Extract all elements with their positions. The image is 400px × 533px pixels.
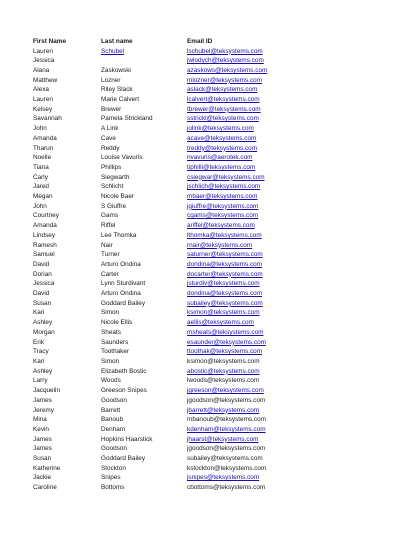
first-name-cell: John (33, 125, 47, 133)
email-link[interactable]: lcalvert@teksystems.com (187, 96, 260, 104)
first-name-cell: Amanda (33, 222, 57, 230)
table-row (0, 444, 400, 454)
last-name-cell: Snipes (101, 474, 121, 482)
table-row (0, 415, 400, 425)
last-name-cell: Riffel (101, 222, 116, 230)
email-link[interactable]: jhaarst@teksystems.com (187, 435, 259, 443)
last-name-cell: A Link (101, 125, 119, 133)
first-name-cell: Tharun (33, 144, 54, 152)
table-row (0, 357, 400, 367)
email-link[interactable]: jsturdiv@teksystems.com (187, 280, 260, 288)
email-link[interactable]: ksimon@teksystems.com (187, 309, 260, 317)
email-link[interactable]: tbrewer@teksystems.com (187, 105, 261, 113)
last-name-cell: Bottoms (101, 484, 125, 492)
last-name-cell: Simon (101, 358, 120, 365)
email-link[interactable]: tiphilli@teksystems.com (187, 163, 256, 171)
last-name-cell: Goodson (101, 445, 127, 453)
first-name-cell: Kari (33, 358, 45, 365)
table-row (0, 367, 400, 377)
first-name-cell: Lauren (33, 96, 53, 104)
email-link[interactable]: subailey@teksystems.com (187, 299, 263, 307)
email-link[interactable]: csiegwar@teksystems.com (187, 173, 265, 181)
last-name-cell: Banoub (101, 416, 124, 424)
first-name-cell: Susan (33, 455, 52, 463)
table-row (0, 85, 400, 95)
last-name-cell: Barrett (101, 406, 121, 414)
email-link[interactable]: cgams@teksystems.com (187, 212, 259, 220)
last-name-cell: Gams (101, 212, 119, 220)
email-link[interactable]: mlozner@teksystems.com (187, 76, 263, 84)
email-cell: cbottoms@teksystems.com (187, 484, 266, 492)
first-name-cell: Kelsey (33, 105, 53, 113)
first-name-cell: Matthew (33, 76, 58, 84)
email-cell: ksimon@teksystems.com (187, 358, 260, 365)
first-name-cell: Tiana (33, 163, 49, 171)
first-name-cell: Lauren (33, 47, 53, 55)
table-row (0, 454, 400, 464)
first-name-cell: Caroline (33, 484, 57, 492)
last-name-cell: Goddard Bailey (101, 455, 146, 463)
last-name-cell: Saunders (101, 338, 129, 346)
table-row (0, 318, 400, 328)
header-last-name: Last name (101, 38, 133, 45)
last-name-cell: Siegwarth (101, 173, 130, 181)
email-link[interactable]: jbarrett@teksystems.com (187, 406, 260, 414)
last-name-cell: Zaskowski (101, 66, 131, 74)
last-name-cell: Schlicht (101, 183, 124, 191)
table-row (0, 386, 400, 396)
first-name-cell: Jared (33, 183, 49, 191)
last-name-cell: Lynn Sturdivant (101, 280, 146, 288)
first-name-cell: Jacquelin (33, 387, 61, 395)
last-name-cell: Nair (101, 241, 113, 249)
last-name-cell: Sheats (101, 328, 121, 336)
email-link[interactable]: docarter@teksystems.com (187, 270, 263, 278)
first-name-cell: Tracy (33, 348, 49, 356)
first-name-cell: Courtney (33, 212, 59, 220)
first-name-cell: Katherine (33, 464, 61, 472)
email-link[interactable]: nvavuris@aerotek.com (187, 154, 253, 162)
table-row (0, 163, 400, 173)
email-link[interactable]: dondina@teksystems.com (187, 260, 263, 268)
email-link[interactable]: azaskows@teksystems.com (187, 66, 268, 74)
last-name-cell: Reddy (101, 144, 120, 152)
last-name-cell: Greeson Snipes (101, 387, 147, 395)
first-name-cell: Jessica (33, 280, 55, 288)
table-row (0, 406, 400, 416)
email-link[interactable]: lthomka@teksystems.com (187, 231, 262, 239)
last-name-cell: Nicole Baer (101, 193, 135, 201)
first-name-cell: James (33, 435, 52, 443)
last-name-cell: Lee Thomka (101, 231, 137, 239)
email-link[interactable]: dondina@teksystems.com (187, 290, 263, 298)
first-name-cell: Dorian (33, 270, 52, 278)
table-row (0, 202, 400, 212)
first-name-cell: Jessica (33, 57, 55, 65)
table-row (0, 299, 400, 309)
first-name-cell: Megan (33, 193, 53, 201)
table-row (0, 483, 400, 493)
header-first-name: First Name (33, 38, 67, 45)
email-cell: mbanoub@teksystems.com (187, 416, 266, 424)
table-row (0, 347, 400, 357)
table-row (0, 231, 400, 241)
first-name-cell: Noelle (33, 154, 52, 162)
table-row (0, 114, 400, 124)
email-link[interactable]: aslack@teksystems.com (187, 86, 258, 94)
last-name-cell: Turner (101, 251, 120, 259)
table-row (0, 435, 400, 445)
last-name-cell: Hopkins Haarstick (101, 435, 153, 443)
email-link[interactable]: jgreeson@teksystems.com (187, 387, 264, 395)
table-row (0, 192, 400, 202)
first-name-cell: Jeremy (33, 406, 54, 414)
table-row (0, 241, 400, 251)
first-name-cell: Mina (33, 416, 47, 424)
last-name-cell: Toothaker (101, 348, 130, 356)
table-row (0, 250, 400, 260)
first-name-cell: Morgan (33, 328, 55, 336)
last-name-cell: Brewer (101, 105, 122, 113)
email-link[interactable]: ttoothak@teksystems.com (187, 348, 263, 356)
email-link[interactable]: acave@teksystems.com (187, 134, 257, 142)
last-name-cell: Cave (101, 134, 116, 142)
table-row (0, 279, 400, 289)
email-link[interactable]: aellis@teksystems.com (187, 319, 254, 327)
first-name-cell: Susan (33, 299, 52, 307)
email-cell: lwoods@teksystems.com (187, 377, 260, 385)
first-name-cell: Amanda (33, 134, 57, 142)
last-name-cell: Woods (101, 377, 121, 385)
email-link[interactable]: saturner@teksystems.com (187, 251, 263, 259)
email-link[interactable]: treddy@teksystems.com (187, 144, 258, 152)
email-cell: subailey@teksystems.com (187, 455, 263, 463)
last-name-cell: Goodson (101, 396, 127, 404)
table-row (0, 124, 400, 134)
table-row (0, 376, 400, 386)
first-name-cell: Jackie (33, 474, 52, 482)
table-row (0, 66, 400, 76)
email-link[interactable]: jolink@teksystems.com (187, 125, 254, 133)
email-link[interactable]: jgiuffre@teksystems.com (187, 202, 259, 210)
last-name-cell: Elizabeth Bostic (101, 367, 147, 375)
first-name-cell: Erik (33, 338, 45, 346)
first-name-cell: Ashley (33, 319, 53, 327)
table-row (0, 134, 400, 144)
table-row (0, 289, 400, 299)
email-link[interactable]: msheats@teksystems.com (187, 328, 264, 336)
last-name-cell: S Giuffre (101, 202, 127, 210)
first-name-cell: Samuel (33, 251, 55, 259)
email-link[interactable]: ariffel@teksystems.com (187, 222, 255, 230)
email-link[interactable]: jwlodych@teksystems.com (187, 57, 264, 65)
email-cell: jgoodson@teksystems.com (187, 445, 266, 453)
table-row (0, 473, 400, 483)
email-cell: kstockton@teksystems.com (187, 464, 267, 472)
table-row (0, 328, 400, 338)
first-name-cell: Lindsey (33, 231, 56, 239)
last-name-cell: Riley Slack (101, 86, 133, 94)
first-name-cell: Savannah (33, 115, 62, 123)
last-name-cell: Carter (101, 270, 119, 278)
header-email-id: Email ID (187, 38, 213, 45)
email-link[interactable]: kdenham@teksystems.com (187, 425, 266, 433)
table-body (0, 47, 400, 493)
table-row (0, 144, 400, 154)
email-cell: jgoodson@teksystems.com (187, 396, 266, 404)
first-name-cell: Larry (33, 377, 48, 385)
table-row (0, 308, 400, 318)
first-name-cell: Kevin (33, 425, 49, 433)
email-link[interactable]: jschlich@teksystems.com (187, 183, 261, 191)
table-row (0, 260, 400, 270)
first-name-cell: Ashley (33, 367, 53, 375)
table-row (0, 221, 400, 231)
email-link[interactable]: rnair@teksystems.com (187, 241, 253, 249)
last-name-cell: Pamela Strickland (101, 115, 153, 123)
email-link[interactable]: abostic@teksystems.com (187, 367, 260, 375)
table-row (0, 105, 400, 115)
last-name-cell: Marie Calvert (101, 96, 139, 104)
table-row (0, 153, 400, 163)
table-row (0, 173, 400, 183)
last-name-cell: Denham (101, 425, 126, 433)
table-row (0, 95, 400, 105)
email-link[interactable]: esaunder@teksystems.com (187, 338, 266, 346)
last-name-link[interactable]: Schubel (101, 47, 125, 55)
last-name-cell: Lozner (101, 76, 121, 84)
last-name-cell: Arturo Ondina (101, 290, 141, 298)
last-name-cell: Louise Vavuris (101, 154, 143, 162)
first-name-cell: Carly (33, 173, 48, 181)
last-name-cell: Phillips (101, 163, 122, 171)
table-row (0, 211, 400, 221)
table-row (0, 338, 400, 348)
first-name-cell: James (33, 396, 52, 404)
first-name-cell: Ramesh (33, 241, 57, 249)
table-row (0, 76, 400, 86)
table-header (0, 37, 400, 47)
table-row (0, 47, 400, 57)
table-row (0, 464, 400, 474)
table-row (0, 396, 400, 406)
table-row (0, 425, 400, 435)
table-row (0, 56, 400, 66)
first-name-cell: David (33, 260, 50, 268)
email-link[interactable]: sstrickl@teksystems.com (187, 115, 259, 123)
last-name-cell: Stockton (101, 464, 126, 472)
last-name-cell: Nicole Ellis (101, 319, 133, 327)
table-row (0, 270, 400, 280)
first-name-cell: Alexa (33, 86, 49, 94)
first-name-cell: David (33, 290, 50, 298)
last-name-cell: Simon (101, 309, 120, 317)
table-row (0, 182, 400, 192)
last-name-cell: Arturo Ondina (101, 260, 141, 268)
last-name-cell: Goddard Bailey (101, 299, 146, 307)
email-link[interactable]: mbaer@teksystems.com (187, 193, 258, 201)
email-link[interactable]: jsnipes@teksystems.com (187, 474, 260, 482)
first-name-cell: Kari (33, 309, 45, 317)
email-link[interactable]: lschubel@teksystems.com (187, 47, 263, 55)
first-name-cell: John (33, 202, 47, 210)
first-name-cell: James (33, 445, 52, 453)
first-name-cell: Alana (33, 66, 50, 74)
